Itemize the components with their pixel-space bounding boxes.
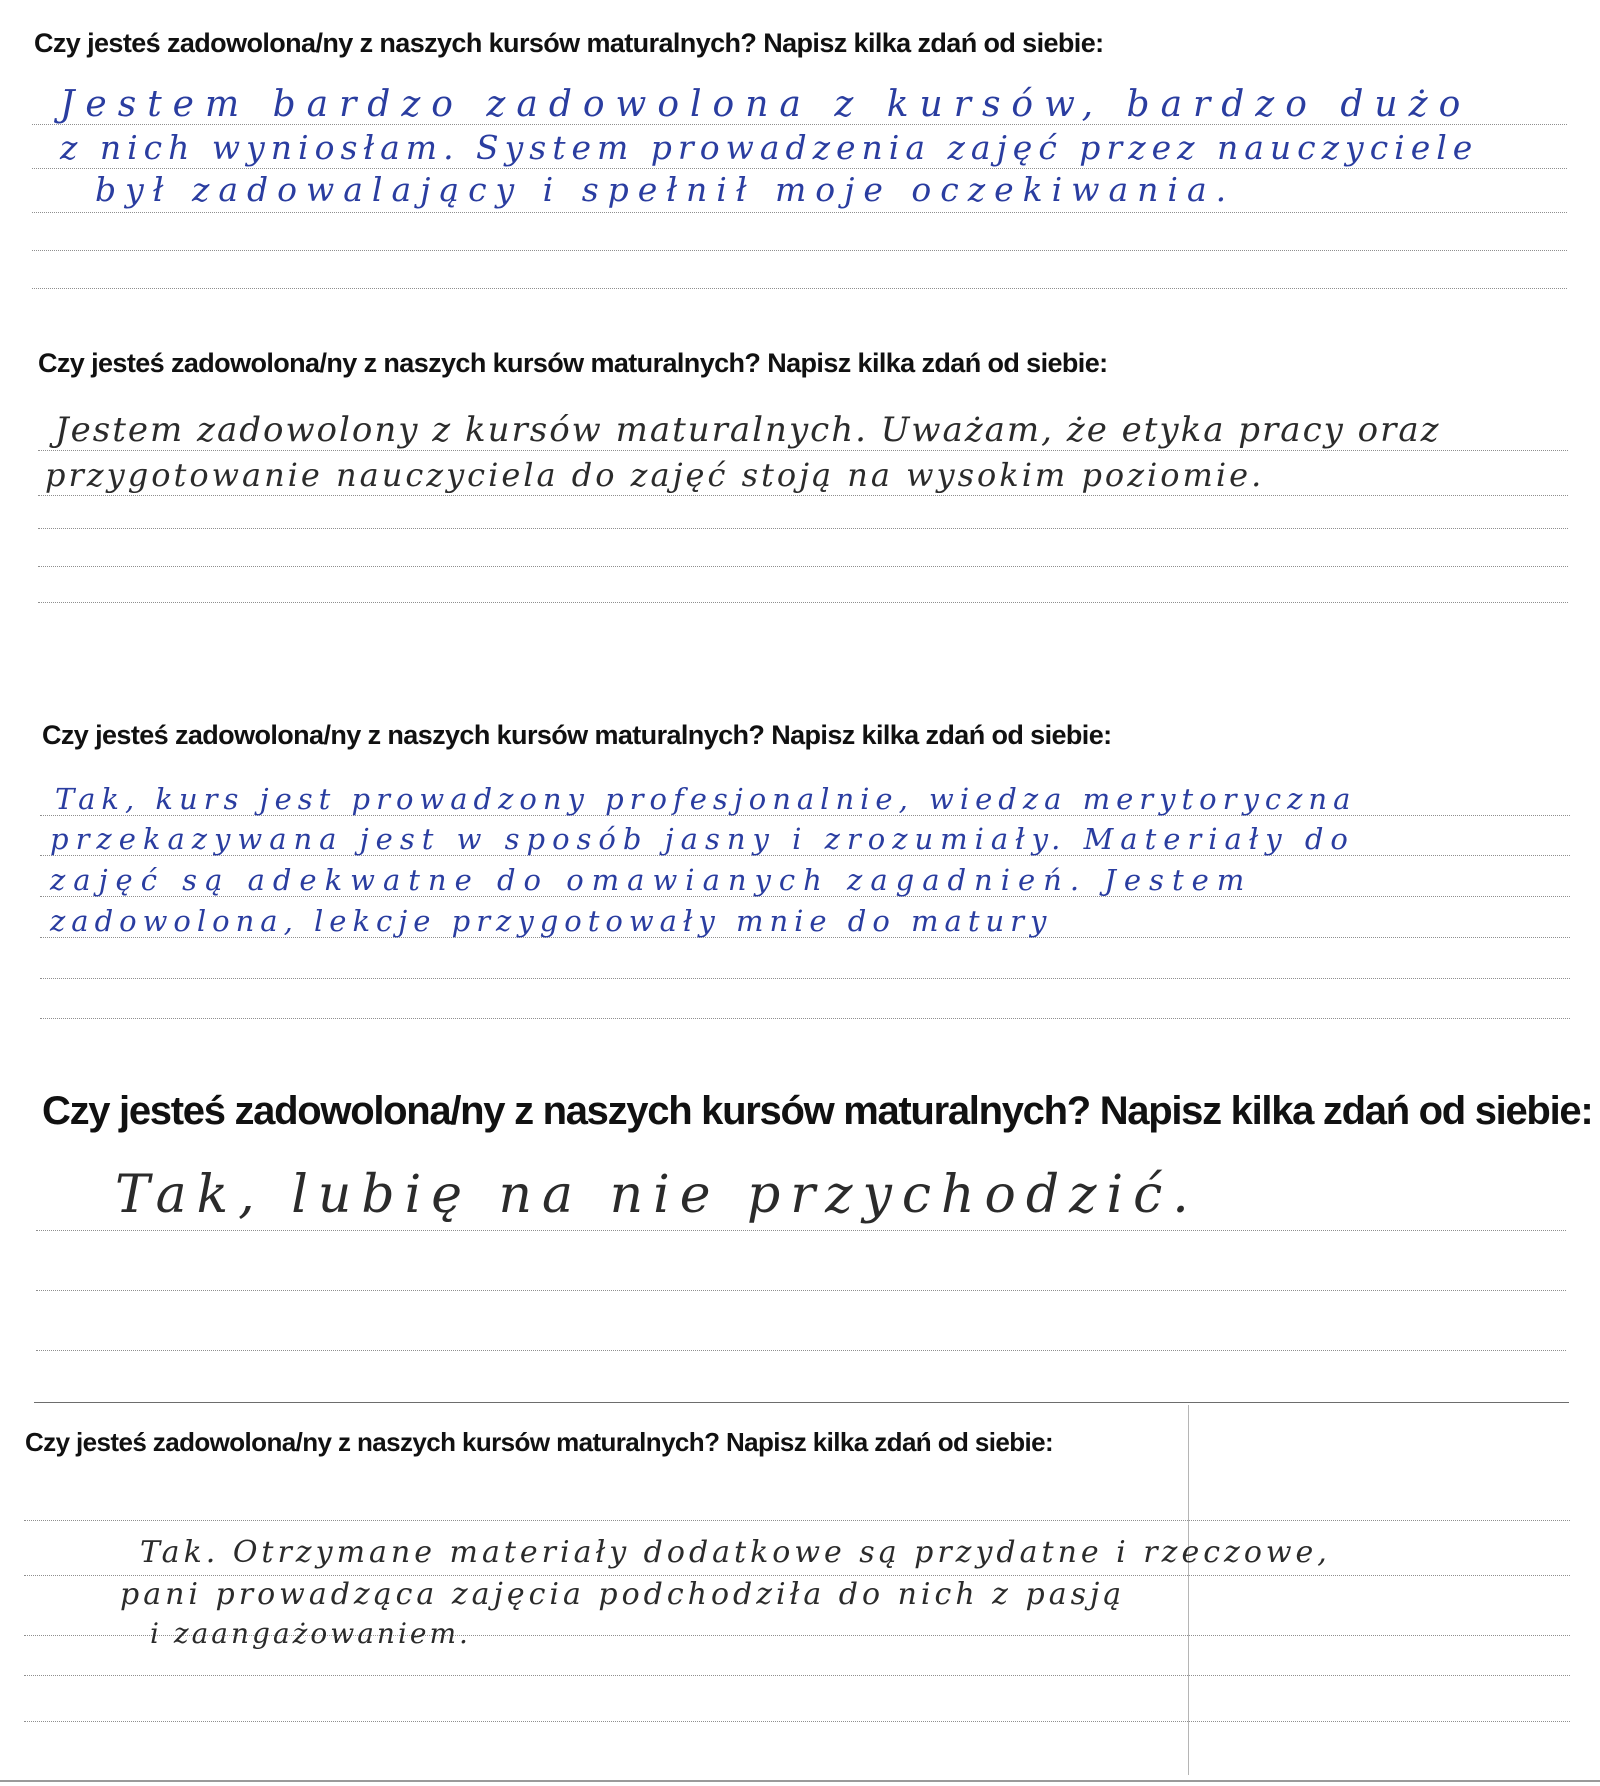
question-heading: Czy jesteś zadowolona/ny z naszych kursów maturalnych? Napisz kilka zdań od siebie: (42, 1089, 1593, 1133)
handwritten-answer (0, 1085, 1600, 1405)
answer-line: pani prowadząca zajęcia podchodziła do nich z pasją (120, 1577, 1126, 1612)
response-block-5 (0, 1405, 1600, 1786)
answer-line: przygotowanie nauczyciela do zajęć stoją na wysokim poziomie. (45, 456, 1265, 494)
response-block-2 (0, 320, 1600, 620)
question-heading: Czy jesteś zadowolona/ny z naszych kursów maturalnych? Napisz kilka zdań od siebie: (34, 28, 1104, 58)
question-heading: Czy jesteś zadowolona/ny z naszych kursów maturalnych? Napisz kilka zdań od siebie: (25, 1427, 1054, 1457)
answer-line: był zadowalający i spełnił moje oczekiwania. (95, 170, 1236, 209)
response-block-4 (0, 1085, 1600, 1405)
handwritten-answer (0, 320, 1600, 620)
answer-line: przekazywana jest w sposób jasny i zrozumiały. Materiały do (50, 822, 1355, 856)
handwritten-answer (0, 0, 1600, 320)
answer-line: Tak, kurs jest prowadzony profesjonalnie, wiedza merytoryczna (55, 782, 1357, 816)
answer-line: Jestem bardzo zadowolona z kursów, bardzo dużo (60, 84, 1472, 125)
page-bottom-edge (0, 1780, 1600, 1782)
section-divider (34, 1402, 1569, 1403)
answer-line: zadowolona, lekcje przygotowały mnie do matury (50, 904, 1053, 938)
answer-line: z nich wyniosłam. System prowadzenia zajęć przez nauczyciele (60, 128, 1479, 167)
answer-line: zajęć są adekwatne do omawianych zagadnień. Jestem (50, 863, 1253, 897)
question-heading: Czy jesteś zadowolona/ny z naszych kursów maturalnych? Napisz kilka zdań od siebie: (42, 720, 1112, 750)
answer-line: Jestem zadowolony z kursów maturalnych. Uważam, że etyka pracy oraz (55, 410, 1441, 450)
answer-line: Tak. Otrzymane materiały dodatkowe są przydatne i rzeczowe, (140, 1535, 1331, 1570)
handwritten-answer (0, 700, 1600, 1040)
handwritten-answer (0, 1405, 1600, 1786)
question-heading: Czy jesteś zadowolona/ny z naszych kursów maturalnych? Napisz kilka zdań od siebie: (38, 348, 1108, 378)
response-block-1 (0, 0, 1600, 320)
response-block-3 (0, 700, 1600, 1040)
answer-line: i zaangażowaniem. (150, 1617, 471, 1650)
answer-line: Tak, lubię na nie przychodzić. (115, 1165, 1199, 1225)
